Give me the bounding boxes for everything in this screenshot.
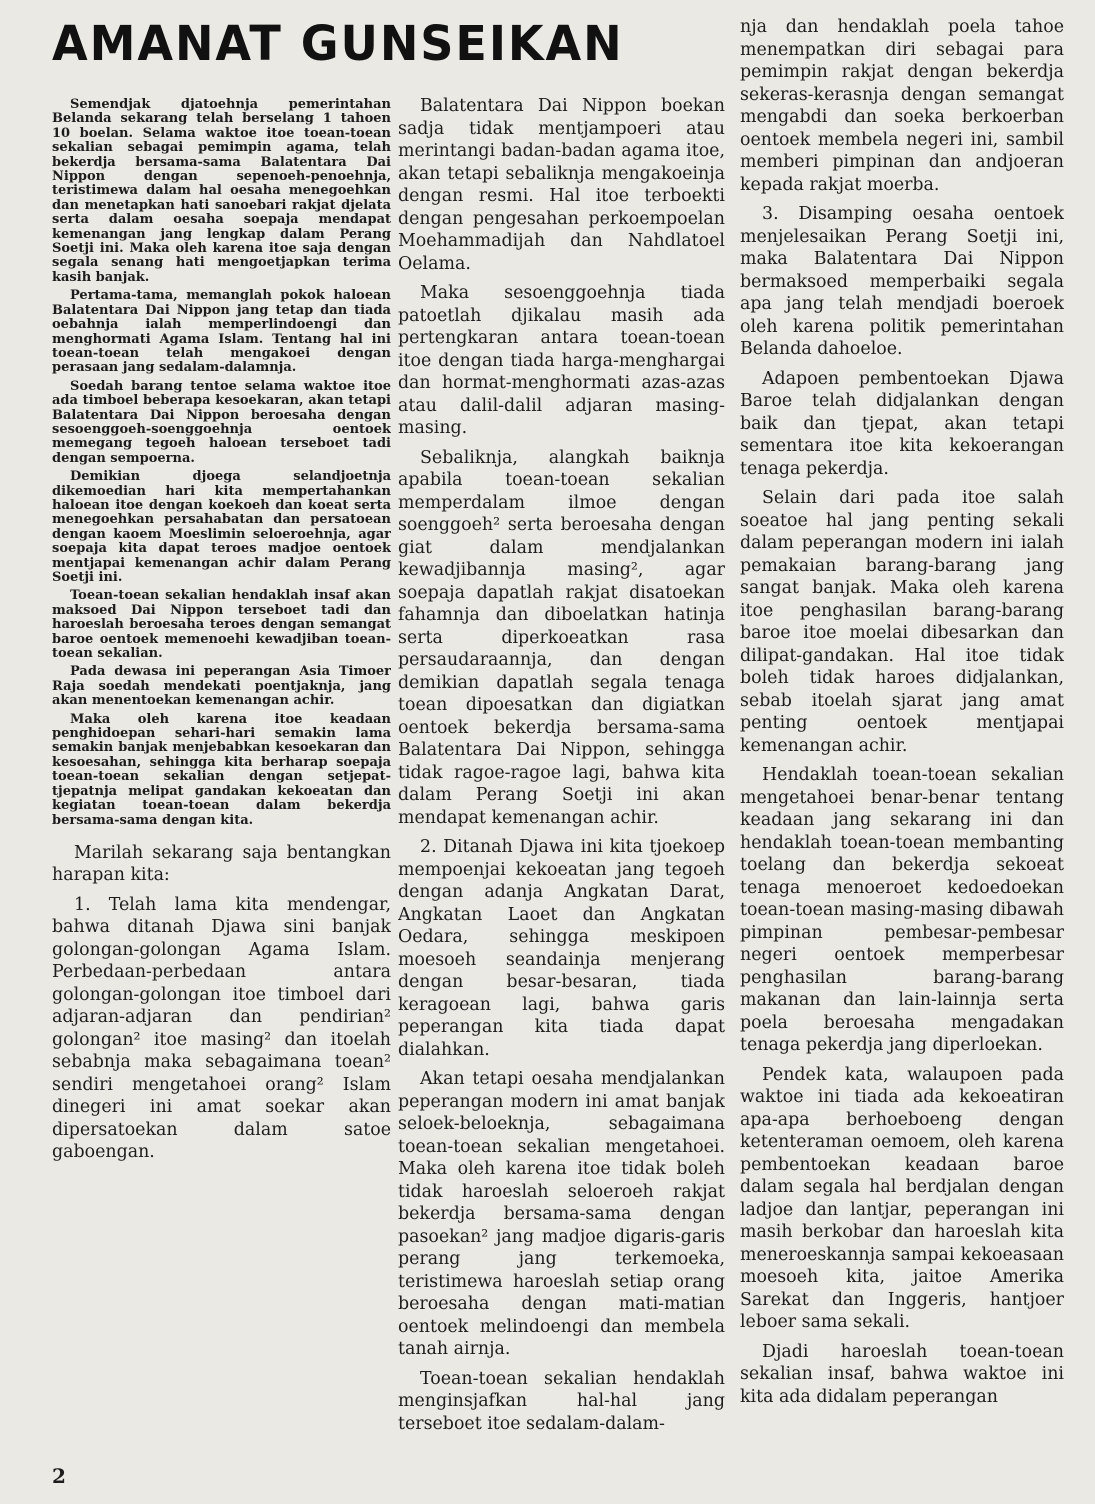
paragraph: Pendek kata, walaupoen pada waktoe ini tiada ada kekoeatiran apa-apa berhoeboeng dengan ketenteraman oemoem, oleh karena pembentoekan keadaan baroe dalam segala hal berdjalan dengan ladjoe dan lantjar, peperangan ini masih berkobar dan haroeslah kita meneroeskannja sampai kekoeasaan moesoeh kita, jaitoe Amerika Sarekat dan Inggeris, hantjoer leboer sama sekali. [740,1064,1064,1332]
paragraph: Semendjak djatoehnja pemerintahan Belanda sekarang telah berselang 1 tahoen 10 boelan. Selama waktoe itoe toean-toean sekalian sebagai pemimpin agama, telah bekerdja bersama-sama Balatentara Dai Nippon dengan sepenoeh-penoehnja, teristimewa dalam hal oesaha menegoehkan dan menetapkan hati sanoebari rakjat djelata serta dalam oesaha soepaja mendapat kemenangan jang lengkap dalam Perang Soetji ini. Maka oleh karena itoe saja dengan segala senang hati mengoetjapkan terima kasih banjak. [52,98,391,285]
paragraph: Maka sesoenggoehnja tiada patoetlah djikalau masih ada pertengkaran antara toean-toean itoe dengan tiada harga-menghargai dan hormat-menghormati azas-azas atau dalil-dalil adjaran masing-masing. [398,283,725,438]
paragraph: Pada dewasa ini peperangan Asia Timoer Raja soedah mendekati poentjaknja, jang akan menentoekan kemenangan achir. [52,664,391,709]
paragraph: Akan tetapi oesaha mendjalankan peperangan modern ini amat banjak seloek-beloeknja, sebagaimana toean-toean sekalian mengetahoei. Maka oleh karena itoe tidak boleh tidak haroeslah seloeroeh rakjat bekerdja bersama-sama dengan pasoekan² jang madjoe digaris-garis perang jang terkemoeka, teristimewa haroeslah setiap orang beroesaha dengan mati-matian oentoek melindoengi dan membela tanah airnja. [398,1069,725,1359]
page-number: 2 [52,1464,66,1488]
paragraph: Hendaklah toean-toean sekalian mengetahoei benar-benar tentang keadaan jang sekarang ini dan hendaklah toean-toean membanting toelang dan bekerdja sekoeat tenaga menoeroet kedoedoekan toean-toean masing-masing dibawah pimpinan pembesar-pembesar negeri oentoek memperbesar penghasilan barang-barang makanan dan lain-lainnja serta poela beroesaha mengadakan tenaga pekerdja jang diperloekan. [740,765,1064,1055]
paragraph: Djadi haroeslah toean-toean sekalian insaf, bahwa waktoe ini kita ada didalam peperangan [740,1341,1064,1407]
paragraph: nja dan hendaklah poela tahoe menempatkan diri sebagai para pemimpin rakjat dengan bekerdja sekeras-kerasnja dengan semangat mengabdi dan soeka berkoerban oentoek membela negeri ini, sambil memberi pimpinan dan andjoeran kepada rakjat moerba. [740,17,1064,195]
column-3 [740,16,1064,1446]
paragraph: Sebaliknja, alangkah baiknja apabila toean-toean sekalian memperdalam ilmoe dengan soenggoeh² serta beroesaha dengan giat dalam mendjalankan kewadjibannja masing², agar soepaja dapatlah rakjat disatoekan fahamnja dan diboelatkan hatinja serta diperkoeatkan rasa persaudaraannja, dan dengan demikian dapatlah segala tenaga toean dipoesatkan dan digiatkan oentoek bekerdja bersama-sama Balatentara Dai Nippon, sehingga tidak ragoe-ragoe lagi, bahwa kita dalam Perang Soetji ini akan mendapat kemenangan achir. [398,447,725,828]
paragraph: Selain dari pada itoe salah soeatoe hal jang penting sekali dalam peperangan modern ini ialah pemakaian barang-barang jang sangat banjak. Maka oleh karena itoe penghasilan barang-barang baroe itoe moelai dibesarkan dan dilipat-gandakan. Hal itoe tidak boleh tidak haroes didjalankan, sebab itoelah sjarat jang amat penting oentoek mentjapai kemenangan achir. [740,488,1064,756]
column-1-small-print [52,98,391,828]
column-2 [398,95,725,1445]
paragraph: Balatentara Dai Nippon boekan sadja tidak mentjampoeri atau merintangi badan-badan agama itoe, akan tetapi sebaliknja mengakoeinja dengan resmi. Hal itoe terboekti dengan pengesahan perkoempoelan Moehammadijah dan Nahdlatoel Oelama. [398,96,725,274]
paragraph: Adapoen pembentoekan Djawa Baroe telah didjalankan dengan baik dan tjepat, akan tetapi sementara itoe kita kekoerangan tenaga pekerdja. [740,368,1064,479]
paragraph: Maka oleh karena itoe keadaan penghidoepan sehari-hari semakin lama semakin banjak menjebabkan kesoekaran dan kesoesahan, sehingga kita berharap soepaja toean-toean sekalian dengan setjepat-tjepatnja melipat gandakan kekoeatan dan kegiatan toean-toean dalam bekerdja bersama-sama dengan kita. [52,711,391,828]
paragraph: 1. Telah lama kita mendengar, bahwa ditanah Djawa sini banjak golongan-golongan Agama Islam. Perbedaan-perbedaan antara golongan-golongan itoe timboel dari adjaran-adjaran dan pendirian² golongan² itoe masing² dan itoelah sebabnja maka sebagaimana toean² sendiri mengetahoei orang² Islam dinegeri ini amat soekar akan dipersatoekan dalam satoe gaboengan. [52,894,391,1163]
paragraph: Soedah barang tentoe selama waktoe itoe ada timboel beberapa kesoekaran, akan tetapi Balatentara Dai Nippon beroesaha dengan sesoenggoeh-soenggoehnja oentoek memegang tegoeh haloean terseboet tadi dengan sempoerna. [52,378,391,466]
paragraph: Pertama-tama, memanglah pokok haloean Balatentara Dai Nippon jang tetap dan tiada oebahnja ialah memperlindoengi dan menghormati Agama Islam. Tentang hal ini toean-toean telah mengakoei dengan perasaan jang sedalam-dalamnja. [52,288,391,376]
paragraph: Toean-toean sekalian hendaklah insaf akan maksoed Dai Nippon terseboet tadi dan haroeslah beroesaha teroes dengan semangat baroe oentoek memenoehi kewadjiban toean-toean sekalian. [52,588,391,662]
paragraph: 2. Ditanah Djawa ini kita tjoekoep mempoenjai kekoeatan jang tegoeh dengan adanja Angkatan Darat, Angkatan Laoet dan Angkatan Oedara, sehingga meskipoen moesoeh seandainja menjerang dengan besar-besaran, tiada keragoean lagi, bahwa garis peperangan kita tiada dapat dialahkan. [398,837,725,1060]
column-1-large-print [52,842,391,1164]
paragraph: 3. Disamping oesaha oentoek menjelesaikan Perang Soetji ini, maka Balatentara Dai Nippon bermaksoed memperbaiki segala apa jang telah mendjadi boeroek oleh karena politik pemerintahan Belanda dahoeloe. [740,204,1064,359]
paragraph: Toean-toean sekalian hendaklah menginsjafkan hal-hal jang terseboet itoe sedalam-dalam- [398,1368,725,1434]
paragraph: Demikian djoega selandjoetnja dikemoedian hari kita mempertahankan haloean itoe dengan koekoeh dan koeat serta menegoehkan persahabatan dan persatoean dengan kaoem Moeslimin seloeroehnja, agar soepaja kita dapat teroes madjoe oentoek mentjapai kemenangan achir dalam Perang Soetji ini. [52,469,391,585]
article-title: AMANAT GUNSEIKAN [52,16,624,72]
column-1 [52,98,391,1448]
paragraph: Marilah sekarang saja bentangkan harapan kita: [52,842,391,886]
